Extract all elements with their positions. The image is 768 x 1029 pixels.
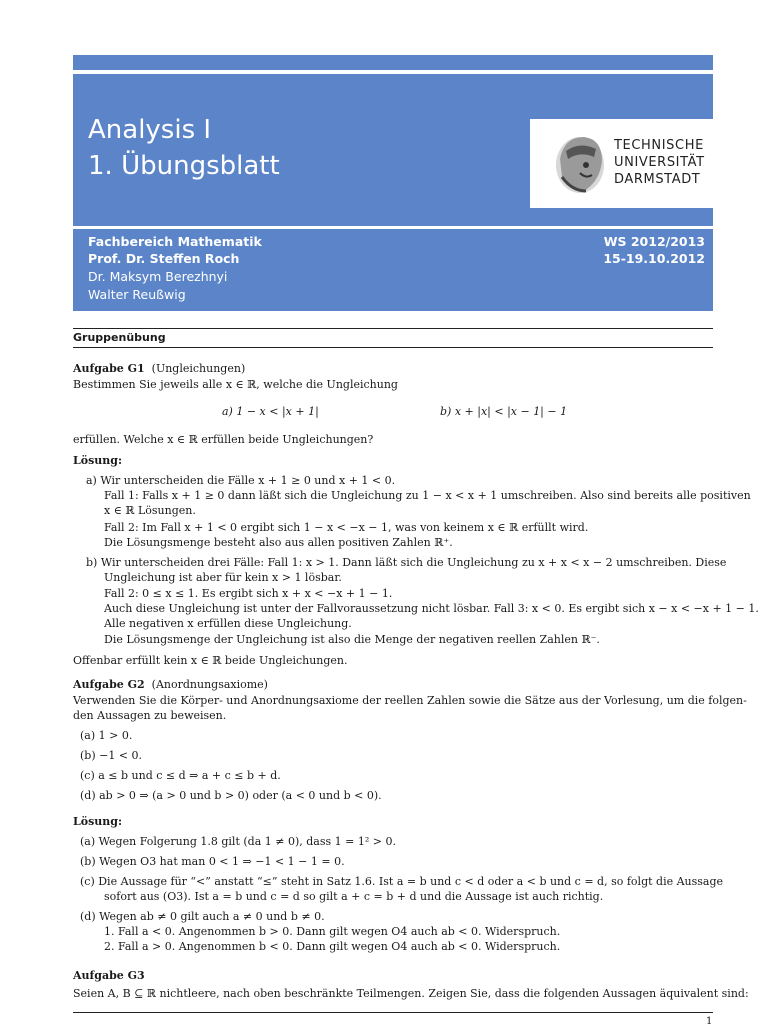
g2-item: (b) −1 < 0.: [80, 749, 143, 762]
g2-solution-line: sofort aus (O3). Ist a = b und c = d so gilt a + c = b + d und die Aussage ist auch richtig.: [104, 890, 604, 903]
header-top-strip: [73, 55, 713, 70]
g1-line: Fall 1: Falls x + 1 ≥ 0 dann läßt sich die Ungleichung zu 1 − x < x + 1 umschreiben. Also sind bereits alle positiven: [104, 489, 751, 502]
g1-solution-label: Lösung:: [73, 454, 123, 467]
g1-line: b) Wir unterscheiden drei Fälle: Fall 1: x > 1. Dann läßt sich die Ungleichung zu x + x < x − 2 umschreiben. Diese: [86, 556, 727, 569]
g2-heading: [73, 678, 268, 692]
g2-title: Aufgabe G2: [73, 678, 145, 691]
g1-line: a) Wir unterscheiden die Fälle x + 1 ≥ 0 und x + 1 < 0.: [86, 474, 396, 487]
g1-line: Auch diese Ungleichung ist unter der Fallvoraussetzung nicht lösbar. Fall 3: x < 0. Es ergibt sich x − x < −x + 1 − 1.: [104, 602, 759, 615]
assistant-2: Walter Reußwig: [88, 287, 186, 302]
g1-line: Die Lösungsmenge der Ungleichung ist also die Menge der negativen reellen Zahlen ℝ⁻.: [104, 633, 600, 646]
professor: Prof. Dr. Steffen Roch: [88, 251, 240, 266]
g2-solution-line: 2. Fall a > 0. Angenommen b < 0. Dann gilt wegen O4 auch ab < 0. Widerspruch.: [104, 940, 561, 953]
g1-line: Fall 2: 0 ≤ x ≤ 1. Es ergibt sich x + x < −x + 1 − 1.: [104, 587, 393, 600]
page-number: 1: [706, 1016, 713, 1027]
g1-question: erfüllen. Welche x ∈ ℝ erfüllen beide Ungleichungen?: [73, 433, 374, 446]
g1-line: Die Lösungsmenge besteht also aus allen positiven Zahlen ℝ⁺.: [104, 536, 453, 549]
info-box: [73, 229, 713, 311]
g1-line: Alle negativen x erfüllen diese Ungleichung.: [104, 617, 352, 630]
g1-topic: (Ungleichungen): [151, 362, 246, 375]
g2-item: (c) a ≤ b und c ≤ d ⇒ a + c ≤ b + d.: [80, 769, 281, 782]
university-logo: [530, 119, 713, 208]
dates: 15-19.10.2012: [603, 251, 705, 266]
g1-line: Ungleichung ist aber für kein x > 1 lösbar.: [104, 571, 342, 584]
department: Fachbereich Mathematik: [88, 234, 262, 249]
course-title: Analysis I: [88, 115, 212, 145]
g2-item: (d) ab > 0 ⇒ (a > 0 und b > 0) oder (a < 0 und b < 0).: [80, 789, 382, 802]
g3-intro: Seien A, B ⊆ ℝ nichtleere, nach oben beschränkte Teilmengen. Zeigen Sie, dass die folgenden Aussagen äquivalent sind:: [73, 987, 749, 1000]
assistant-1: Dr. Maksym Berezhnyi: [88, 269, 228, 284]
g1-line: x ∈ ℝ Lösungen.: [104, 504, 196, 517]
footer-rule: [73, 1012, 713, 1013]
g2-solution-label: Lösung:: [73, 815, 123, 828]
section-rule-bottom: [73, 347, 713, 348]
g3-title: Aufgabe G3: [73, 969, 145, 982]
g2-item: (a) 1 > 0.: [80, 729, 133, 742]
g1-heading: [73, 362, 245, 376]
section-rule-top: [73, 328, 713, 329]
g2-intro-1: Verwenden Sie die Körper- und Anordnungsaxiome der reellen Zahlen sowie die Sätze aus der Vorlesung, um die folgen-: [73, 694, 747, 707]
logo-line-1: TECHNISCHE: [614, 138, 704, 153]
g1-conclusion: Offenbar erfüllt kein x ∈ ℝ beide Ungleichungen.: [73, 654, 348, 667]
g2-intro-2: den Aussagen zu beweisen.: [73, 709, 227, 722]
g2-solution-line: (b) Wegen O3 hat man 0 < 1 ⇒ −1 < 1 − 1 = 0.: [80, 855, 345, 868]
g2-solution-line: 1. Fall a < 0. Angenommen b > 0. Dann gilt wegen O4 auch ab < 0. Widerspruch.: [104, 925, 561, 938]
section-heading: Gruppenübung: [73, 331, 166, 344]
logo-line-3: DARMSTADT: [614, 172, 701, 187]
athena-head-icon: [550, 129, 608, 197]
g1-equation-a: a) 1 − x < |x + 1|: [222, 405, 319, 418]
g2-topic: (Anordnungsaxiome): [151, 678, 268, 691]
semester: WS 2012/2013: [603, 234, 705, 249]
g2-solution-line: (d) Wegen ab ≠ 0 gilt auch a ≠ 0 und b ≠ 0.: [80, 910, 325, 923]
logo-line-2: UNIVERSITÄT: [614, 155, 705, 170]
g1-title: Aufgabe G1: [73, 362, 145, 375]
g2-solution-line: (a) Wegen Folgerung 1.8 gilt (da 1 ≠ 0), dass 1 = 1² > 0.: [80, 835, 396, 848]
g1-intro: Bestimmen Sie jeweils alle x ∈ ℝ, welche die Ungleichung: [73, 378, 398, 391]
sheet-title: 1. Übungsblatt: [88, 151, 280, 181]
g1-line: Fall 2: Im Fall x + 1 < 0 ergibt sich 1 − x < −x − 1, was von keinem x ∈ ℝ erfüllt wird.: [104, 521, 589, 534]
g2-solution-line: (c) Die Aussage für “<” anstatt “≤” steht in Satz 1.6. Ist a = b und c < d oder a < b und c = d, so folgt die Aussage: [80, 875, 724, 888]
g1-equation-b: b) x + |x| < |x − 1| − 1: [440, 405, 568, 418]
